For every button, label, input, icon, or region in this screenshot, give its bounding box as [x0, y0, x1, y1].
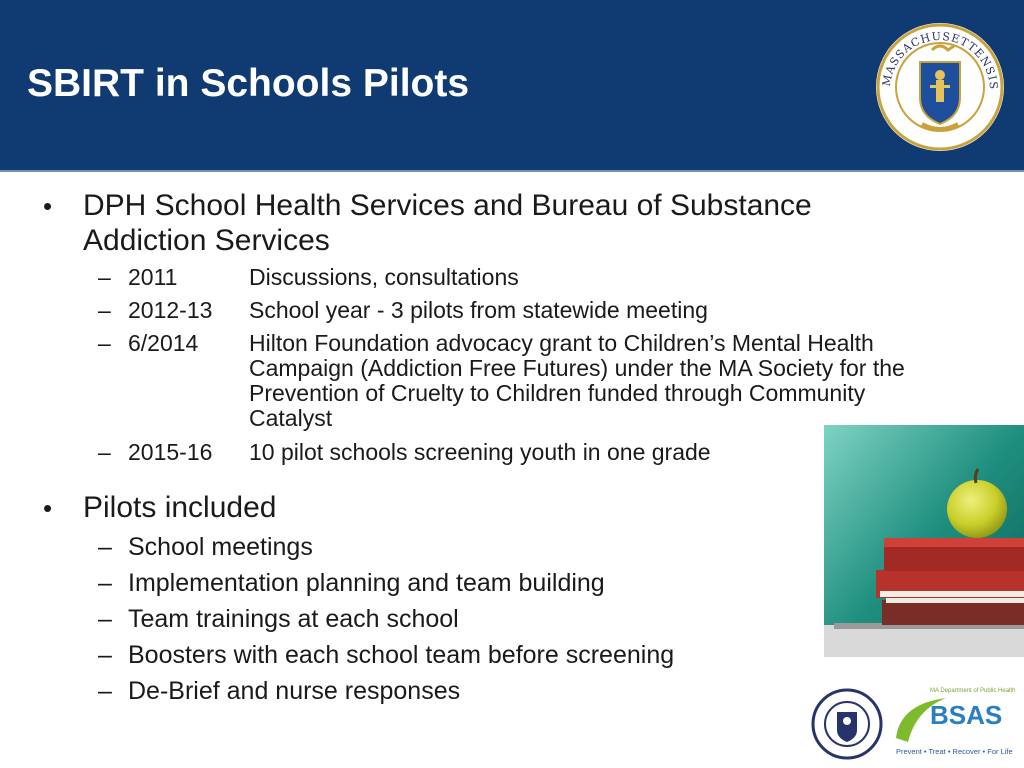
dash-marker: –	[98, 641, 112, 669]
pilot-item-text: School meetings	[128, 533, 313, 561]
timeline-desc-line: Campaign (Addiction Free Futures) under the MA Society for the	[249, 355, 905, 381]
pilot-item-text: De-Brief and nurse responses	[128, 677, 461, 705]
timeline-year: 2012-13	[128, 297, 213, 323]
bullet-dot: •	[43, 493, 53, 523]
timeline-item	[0, 297, 980, 323]
timeline-year: 2011	[128, 264, 178, 290]
bsas-name: BSAS	[930, 700, 1003, 730]
timeline-item	[0, 330, 980, 434]
pilot-item	[0, 604, 800, 634]
apple-on-books-icon	[824, 425, 1024, 657]
timeline-year: 6/2014	[128, 330, 199, 356]
timeline-desc: Discussions, consultations	[249, 264, 519, 290]
dash-marker: –	[98, 330, 111, 356]
bullet-heading-line1: DPH School Health Services and Bureau of Substance	[83, 189, 812, 222]
pilot-item-text: Implementation planning and team building	[128, 569, 605, 597]
bullet-heading: Pilots included	[83, 491, 277, 524]
pilot-item	[0, 532, 800, 562]
bsas-tagline: Prevent • Treat • Recover • For Life	[896, 747, 1013, 756]
dph-seal-icon	[810, 688, 884, 760]
timeline-desc-line: Hilton Foundation advocacy grant to Children’s Mental Health	[249, 330, 874, 356]
pilot-item-text: Boosters with each school team before screening	[128, 641, 675, 669]
pilot-item-text: Team trainings at each school	[128, 605, 459, 633]
pilot-item	[0, 640, 800, 670]
bullet-heading-line2: Addiction Services	[83, 224, 330, 257]
pilot-item	[0, 568, 800, 598]
timeline-desc: 10 pilot schools screening youth in one grade	[249, 439, 711, 465]
dash-marker: –	[98, 569, 112, 597]
bsas-logo-icon	[886, 686, 1016, 758]
page-title: SBIRT in Schools Pilots	[27, 62, 470, 105]
bullet-dot: •	[43, 191, 53, 221]
timeline-desc: School year - 3 pilots from statewide meeting	[249, 297, 708, 323]
bullet-dph	[0, 188, 900, 260]
bsas-small-text: MA Department of Public Health	[930, 688, 1016, 694]
timeline-item	[0, 264, 980, 290]
dash-marker: –	[98, 439, 111, 465]
timeline-desc-line: Catalyst	[249, 405, 333, 431]
timeline-desc-line: Prevention of Cruelty to Children funded through Community	[249, 380, 866, 406]
pilot-item	[0, 676, 800, 706]
dash-marker: –	[98, 533, 112, 561]
dash-marker: –	[98, 677, 112, 705]
dash-marker: –	[98, 264, 111, 290]
seal-text-left: MASSACHUSETTENSIS	[879, 29, 1001, 91]
dash-marker: –	[98, 605, 112, 633]
bullet-pilots	[0, 490, 700, 526]
timeline-year: 2015-16	[128, 439, 213, 465]
dash-marker: –	[98, 297, 111, 323]
